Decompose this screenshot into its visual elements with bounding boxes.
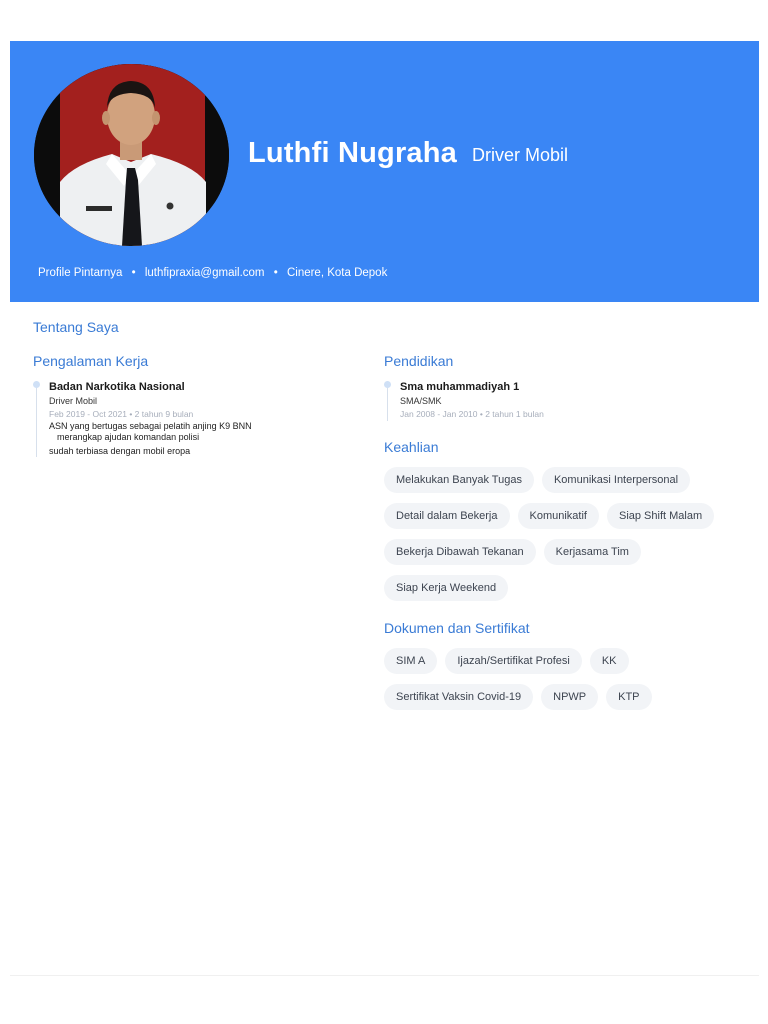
section-title-experience: Pengalaman Kerja <box>33 353 149 369</box>
documents-list <box>384 648 744 720</box>
education-period: Jan 2008 - Jan 2010 • 2 tahun 1 bulan <box>400 409 544 419</box>
education-level: SMA/SMK <box>400 396 442 406</box>
profile-name: Luthfi Nugraha <box>248 137 458 169</box>
contact-location: Cinere, Kota Depok <box>286 267 388 279</box>
section-title-about: Tentang Saya <box>33 319 119 335</box>
timeline-bullet <box>33 381 40 388</box>
profile-photo <box>34 64 229 246</box>
education-item <box>387 381 544 421</box>
footer-divider <box>10 975 759 976</box>
profile-header <box>10 41 759 302</box>
document-chip: Ijazah/Sertifikat Profesi <box>445 648 582 674</box>
profile-role: Driver Mobil <box>472 145 569 165</box>
experience-desc-line: sudah terbiasa dengan mobil eropa <box>49 446 191 456</box>
skill-chip: Melakukan Banyak Tugas <box>384 467 534 493</box>
skill-chip: Detail dalam Bekerja <box>384 503 510 529</box>
skill-chip: Kerjasama Tim <box>544 539 641 565</box>
document-chip: KTP <box>606 684 651 710</box>
section-title-skills: Keahlian <box>384 439 439 455</box>
section-title-education: Pendidikan <box>384 353 454 369</box>
profile-link[interactable]: Profile Pintarnya <box>38 267 123 279</box>
skill-chip: Bekerja Dibawah Tekanan <box>384 539 536 565</box>
document-chip: KK <box>590 648 629 674</box>
education-org: Sma muhammadiyah 1 <box>400 381 520 393</box>
timeline-bullet <box>384 381 391 388</box>
experience-org: Badan Narkotika Nasional <box>49 381 185 393</box>
contact-line <box>38 267 387 279</box>
separator-dot: • <box>273 267 278 279</box>
experience-period: Feb 2019 - Oct 2021 • 2 tahun 9 bulan <box>49 409 194 419</box>
document-chip: Sertifikat Vaksin Covid-19 <box>384 684 533 710</box>
experience-item <box>36 381 252 457</box>
skill-chip: Komunikasi Interpersonal <box>542 467 690 493</box>
skill-chip: Siap Shift Malam <box>607 503 714 529</box>
skill-chip: Siap Kerja Weekend <box>384 575 508 601</box>
skill-chip: Komunikatif <box>518 503 599 529</box>
document-chip: SIM A <box>384 648 437 674</box>
experience-position: Driver Mobil <box>49 396 98 406</box>
section-title-documents: Dokumen dan Sertifikat <box>384 620 530 636</box>
experience-desc-line: merangkap ajudan komandan polisi <box>57 432 200 442</box>
profile-photo-image <box>34 64 229 246</box>
contact-email[interactable]: luthfipraxia@gmail.com <box>144 267 265 279</box>
skills-list <box>384 467 744 611</box>
separator-dot: • <box>131 267 136 279</box>
document-chip: NPWP <box>541 684 598 710</box>
experience-desc-line: ASN yang bertugas sebagai pelatih anjing K9 BNN <box>49 421 252 431</box>
